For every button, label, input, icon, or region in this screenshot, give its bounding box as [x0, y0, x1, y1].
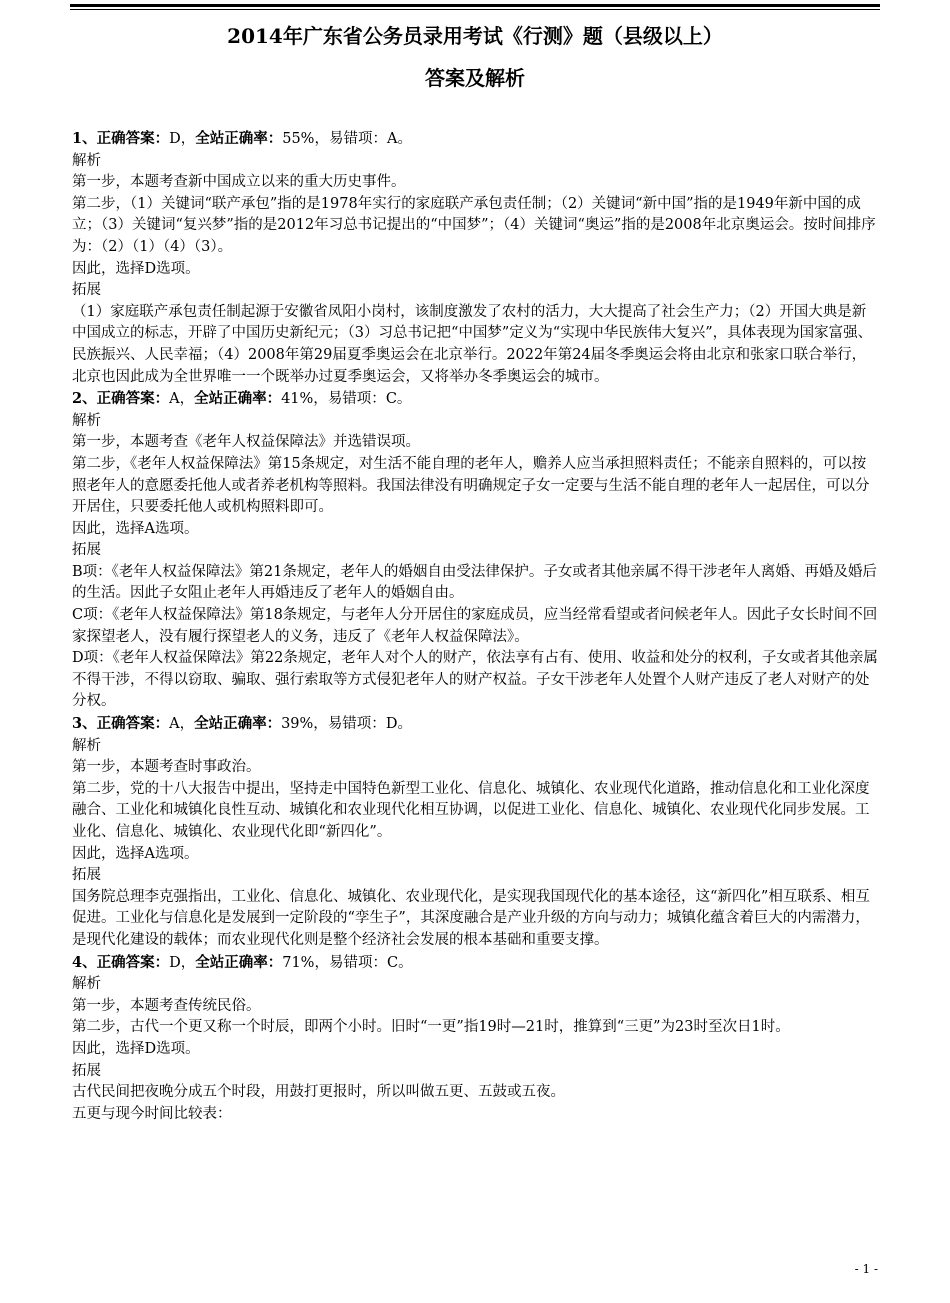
paragraph: 第二步，党的十八大报告中提出，坚持走中国特色新型工业化、信息化、城镇化、农业现代化道路，推动信息化和工业化深度融合、工业化和城镇化良性互动、城镇化和农业现代化相互协调，以促进工业化、信息化、城镇化、农业现代化同步发展。工业化、信息化、城镇化、农业现代化即“新四化”。: [72, 780, 870, 840]
error-label: 易错项：: [327, 391, 386, 408]
question-block: [72, 713, 880, 952]
paragraph: 因此，选择A选项。: [72, 845, 199, 862]
question-answer-line: [72, 713, 880, 736]
rate-value: 71%，: [282, 954, 329, 971]
answer-label: 正确答案：: [96, 953, 170, 971]
question-number: 3、: [72, 715, 97, 733]
question-number: 4、: [72, 953, 97, 971]
rate-label: 全站正确率：: [195, 953, 283, 971]
answer-label: 正确答案：: [96, 130, 170, 147]
question-block: [72, 388, 880, 713]
top-rule-thick: [70, 4, 880, 7]
document-subtitle: 答案及解析: [425, 66, 525, 90]
rate-value: 55%，: [282, 131, 329, 147]
error-value: A。: [386, 131, 412, 147]
paragraph: 拓展: [72, 1062, 101, 1079]
paragraph: 第二步，《老年人权益保障法》第15条规定，对生活不能自理的老年人，赡养人应当承担照料责任；不能亲自照料的，可以按照老年人的意愿委托他人或者养老机构等照料。我国法律没有明确规定子女一定要与生活不能自理的老年人一起居住，可以分开居住，只要委托他人或机构照料即可。: [72, 455, 870, 516]
rate-value: 41%，: [281, 391, 328, 408]
question-answer-line: [72, 952, 880, 975]
paragraph: C项：《老年人权益保障法》第18条规定，与老年人分开居住的家庭成员，应当经常看望或者问候老年人。因此子女长时间不回家探望老人，没有履行探望老人的义务，违反了《老年人权益保障法》。: [72, 607, 878, 645]
question-answer-line: [72, 388, 880, 411]
question-answer-line: [72, 128, 880, 151]
question-number: 2、: [72, 390, 97, 408]
rate-label: 全站正确率：: [194, 715, 282, 733]
paragraph: 五更与现今时间比较表：: [72, 1105, 232, 1122]
answers-content: [72, 128, 880, 1125]
paragraph: 第一步，本题考查传统民俗。: [72, 997, 261, 1014]
answer-label: 正确答案：: [96, 390, 170, 408]
rate-value: 39%，: [281, 716, 328, 733]
error-label: 易错项：: [327, 716, 386, 733]
paragraph: B项：《老年人权益保障法》第21条规定，老年人的婚姻自由受法律保护。子女或者其他亲属不得干涉老年人离婚、再婚及婚后的生活。因此子女阻止老年人再婚违反了老年人的婚姻自由。: [72, 563, 877, 602]
paragraph: 第一步，本题考查《老年人权益保障法》并选错误项。: [72, 434, 420, 451]
paragraph: 因此，选择A选项。: [72, 520, 199, 537]
question-block: [72, 952, 880, 1126]
document-title: 2014年广东省公务员录用考试《行测》题（县级以上）: [227, 24, 723, 48]
paragraph: 解析: [72, 412, 101, 429]
paragraph: 拓展: [72, 282, 101, 299]
answer-label: 正确答案：: [96, 715, 170, 733]
top-rule-thin: [70, 9, 880, 10]
error-label: 易错项：: [328, 131, 387, 147]
error-value: C。: [386, 954, 413, 971]
paragraph: 国务院总理李克强指出，工业化、信息化、城镇化、农业现代化，是实现我国现代化的基本途径，这“新四化”相互联系、相互促进。工业化与信息化是发展到一定阶段的“孪生子”，其深度融合是产业升级的方向与动力；城镇化蕴含着巨大的内需潜力，是现代化建设的载体；而农业现代化则是整个经济社会发展的根本基础和重要支撑。: [72, 888, 870, 948]
paragraph: 第一步，本题考查新中国成立以来的重大历史事件。: [72, 174, 406, 191]
paragraph: 解析: [72, 737, 101, 754]
rate-label: 全站正确率：: [194, 390, 282, 408]
paragraph: 第二步，古代一个更又称一个时辰，即两个小时。旧时“一更”指19时—21时，推算到“三更”为23时至次日1时。: [72, 1019, 790, 1036]
paragraph: 拓展: [72, 542, 101, 559]
paragraph: 解析: [72, 976, 101, 993]
paragraph: 因此，选择D选项。: [72, 260, 200, 277]
paragraph: D项：《老年人权益保障法》第22条规定，老年人对个人的财产，依法享有占有、使用、收益和处分的权利，子女或者其他亲属不得干涉，不得以窃取、骗取、强行索取等方式侵犯老年人的财产权益。子女干涉老年人处置个人财产违反了老人对财产的处分权。: [72, 650, 878, 710]
question-block: [72, 128, 880, 388]
page-number: - 1 -: [854, 1262, 878, 1276]
question-number: 1、: [72, 130, 97, 147]
paragraph: 第一步，本题考查时事政治。: [72, 759, 261, 776]
paragraph: 第二步，（1）关键词“联产承包”指的是1978年实行的家庭联产承包责任制；（2）关键词“新中国”指的是1949年新中国的成立；（3）关键词“复兴梦”指的是2012年习总书记提出的“中国梦”；（4）关键词“奥运”指的是2008年北京奥运会。按时间排序为：（2）（1）（4）（3）。: [72, 195, 876, 255]
answer-value: A，: [169, 391, 195, 408]
paragraph: 古代民间把夜晚分成五个时段，用鼓打更报时，所以叫做五更、五鼓或五夜。: [72, 1084, 565, 1101]
error-value: D。: [385, 716, 412, 733]
paragraph: 因此，选择D选项。: [72, 1040, 200, 1057]
answer-value: D，: [169, 131, 196, 147]
answer-value: A，: [169, 716, 195, 733]
answer-value: D，: [169, 954, 196, 971]
error-value: C。: [385, 391, 412, 408]
error-label: 易错项：: [328, 954, 387, 971]
paragraph: 拓展: [72, 867, 101, 884]
paragraph: （1）家庭联产承包责任制起源于安徽省凤阳小岗村，该制度激发了农村的活力，大大提高了社会生产力；（2）开国大典是新中国成立的标志，开辟了中国历史新纪元；（3）习总书记把“中国梦”定义为“实现中华民族伟大复兴”，具体表现为国家富强、民族振兴、人民幸福；（4）2008年第29届夏季奥运会在北京举行。2022年第24届冬季奥运会将由北京和张家口联合举行，北京也因此成为全世界唯一一个既举办过夏季奥运会，又将举办冬季奥运会的城市。: [72, 303, 873, 385]
rate-label: 全站正确率：: [195, 130, 283, 147]
paragraph: 解析: [72, 152, 101, 169]
